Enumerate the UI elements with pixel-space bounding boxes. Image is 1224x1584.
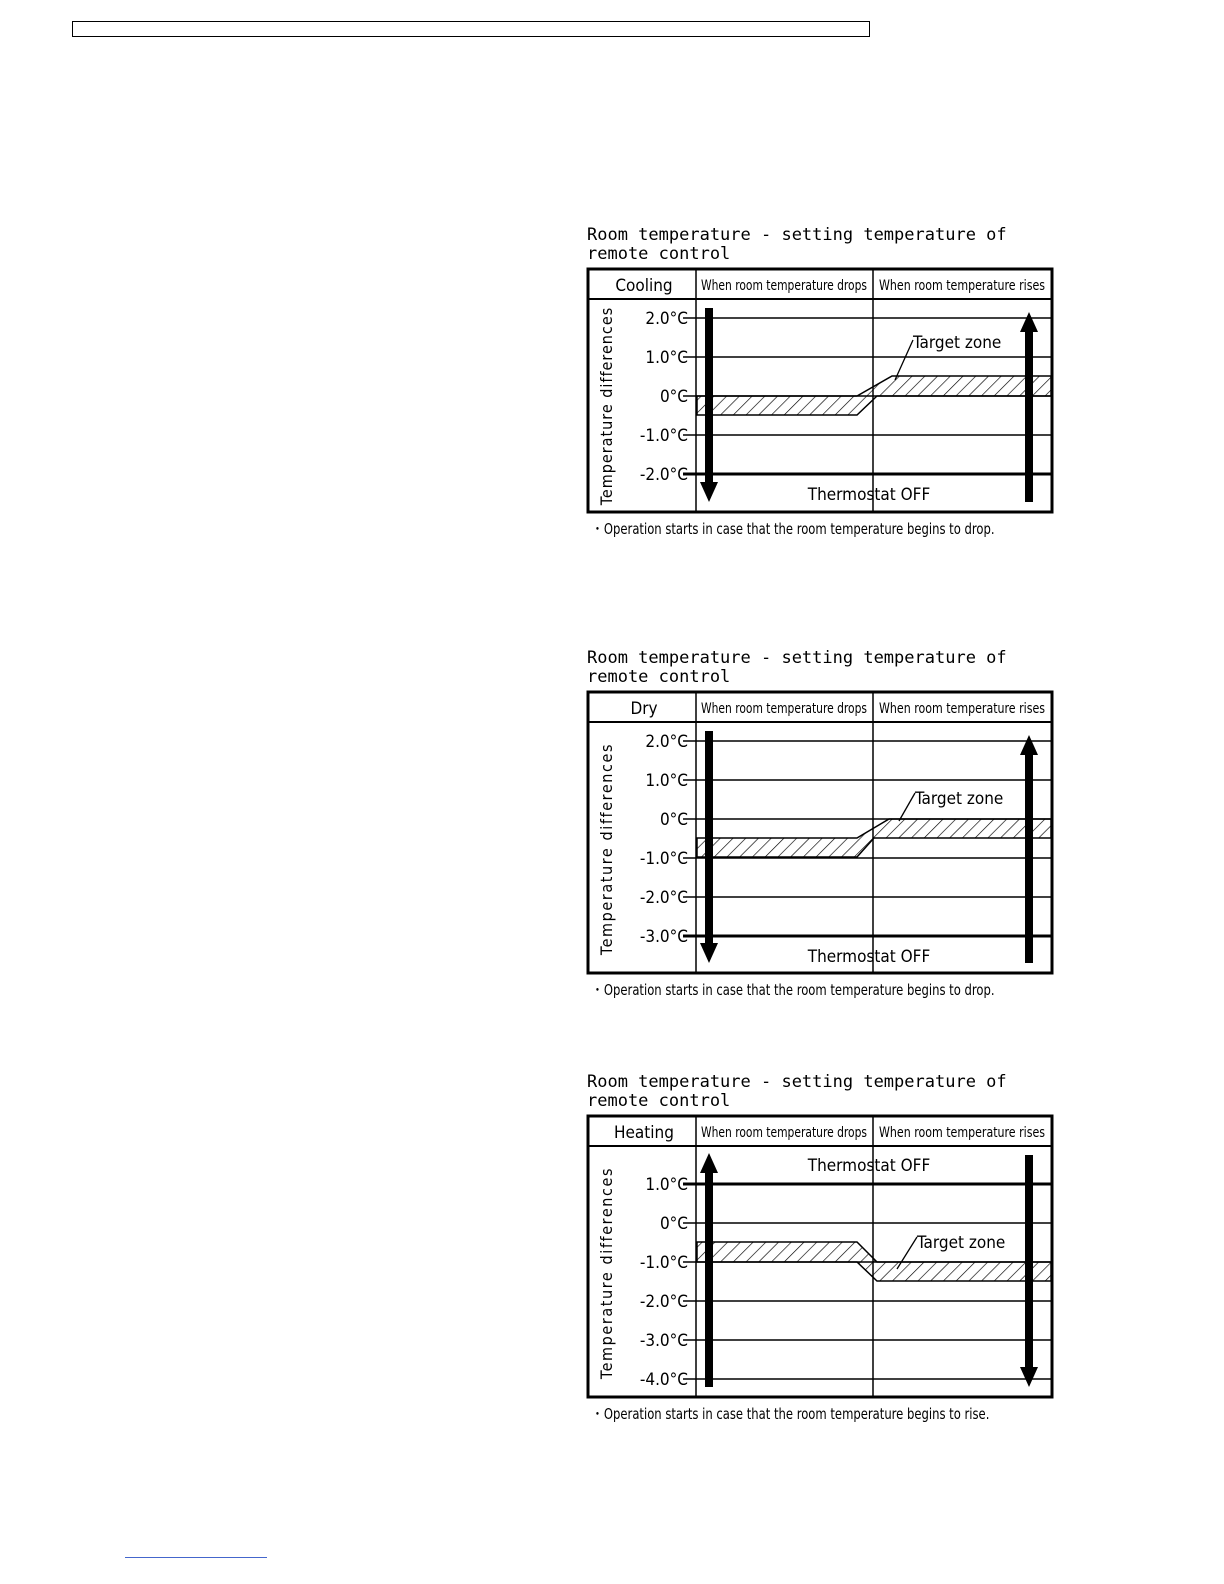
dry-diagram	[587, 691, 1057, 977]
tick-label: 2.0°C	[645, 309, 688, 329]
up-arrow	[700, 1153, 718, 1387]
cooling-diagram	[587, 268, 1057, 516]
thermostat-off-label: Thermostat OFF	[807, 485, 931, 505]
tick-label: -2.0°C	[639, 1292, 688, 1312]
column-drops-label: When room temperature drops	[701, 701, 867, 717]
chart-heading: Room temperature - setting temperature of remote control	[587, 225, 1007, 264]
target-zone-band	[697, 376, 1051, 415]
operation-note: ・Operation starts in case that the room temperature begins to rise.	[591, 1405, 990, 1423]
tick-label: -1.0°C	[639, 849, 688, 869]
tick-label: 0°C	[659, 1214, 688, 1234]
tick-label: 2.0°C	[645, 732, 688, 752]
y-axis-label: Temperature differences	[597, 742, 616, 956]
tick-label: 0°C	[659, 810, 688, 830]
operation-note: ・Operation starts in case that the room temperature begins to drop.	[591, 520, 995, 538]
chart-heading: Room temperature - setting temperature of remote control	[587, 648, 1007, 687]
tick-label: -4.0°C	[639, 1370, 688, 1390]
tick-label: -3.0°C	[639, 1331, 688, 1351]
y-axis-label: Temperature differences	[597, 306, 616, 506]
tick-label: -2.0°C	[639, 888, 688, 908]
target-zone-band	[697, 819, 1051, 857]
target-zone-leader	[895, 340, 913, 380]
column-drops-label: When room temperature drops	[701, 278, 867, 294]
footer-link-underline	[125, 1557, 267, 1558]
page-header-box	[72, 21, 870, 37]
column-rises-label: When room temperature rises	[879, 278, 1045, 294]
up-arrow	[1020, 735, 1038, 963]
target-zone-label: Target zone	[917, 1233, 1006, 1253]
tick-label: 1.0°C	[645, 1175, 688, 1195]
heating-diagram	[587, 1115, 1057, 1401]
target-zone-leader	[899, 793, 915, 821]
thermostat-off-label: Thermostat OFF	[807, 947, 931, 967]
operation-note: ・Operation starts in case that the room temperature begins to drop.	[591, 981, 995, 999]
target-zone-label: Target zone	[915, 789, 1004, 809]
column-rises-label: When room temperature rises	[879, 1125, 1045, 1141]
column-drops-label: When room temperature drops	[701, 1125, 867, 1141]
tick-label: -1.0°C	[639, 1253, 688, 1273]
mode-label: Cooling	[615, 276, 673, 296]
tick-label: -3.0°C	[639, 927, 688, 947]
tick-label: 1.0°C	[645, 771, 688, 791]
mode-label: Dry	[630, 699, 658, 719]
tick-label: -2.0°C	[639, 465, 688, 485]
tick-label: -1.0°C	[639, 426, 688, 446]
mode-label: Heating	[614, 1123, 674, 1143]
tick-label: 1.0°C	[645, 348, 688, 368]
thermostat-off-label: Thermostat OFF	[807, 1156, 931, 1176]
column-rises-label: When room temperature rises	[879, 701, 1045, 717]
chart-heading: Room temperature - setting temperature of remote control	[587, 1072, 1007, 1111]
target-zone-label: Target zone	[913, 333, 1002, 353]
tick-label: 0°C	[659, 387, 688, 407]
y-axis-label: Temperature differences	[597, 1166, 616, 1380]
